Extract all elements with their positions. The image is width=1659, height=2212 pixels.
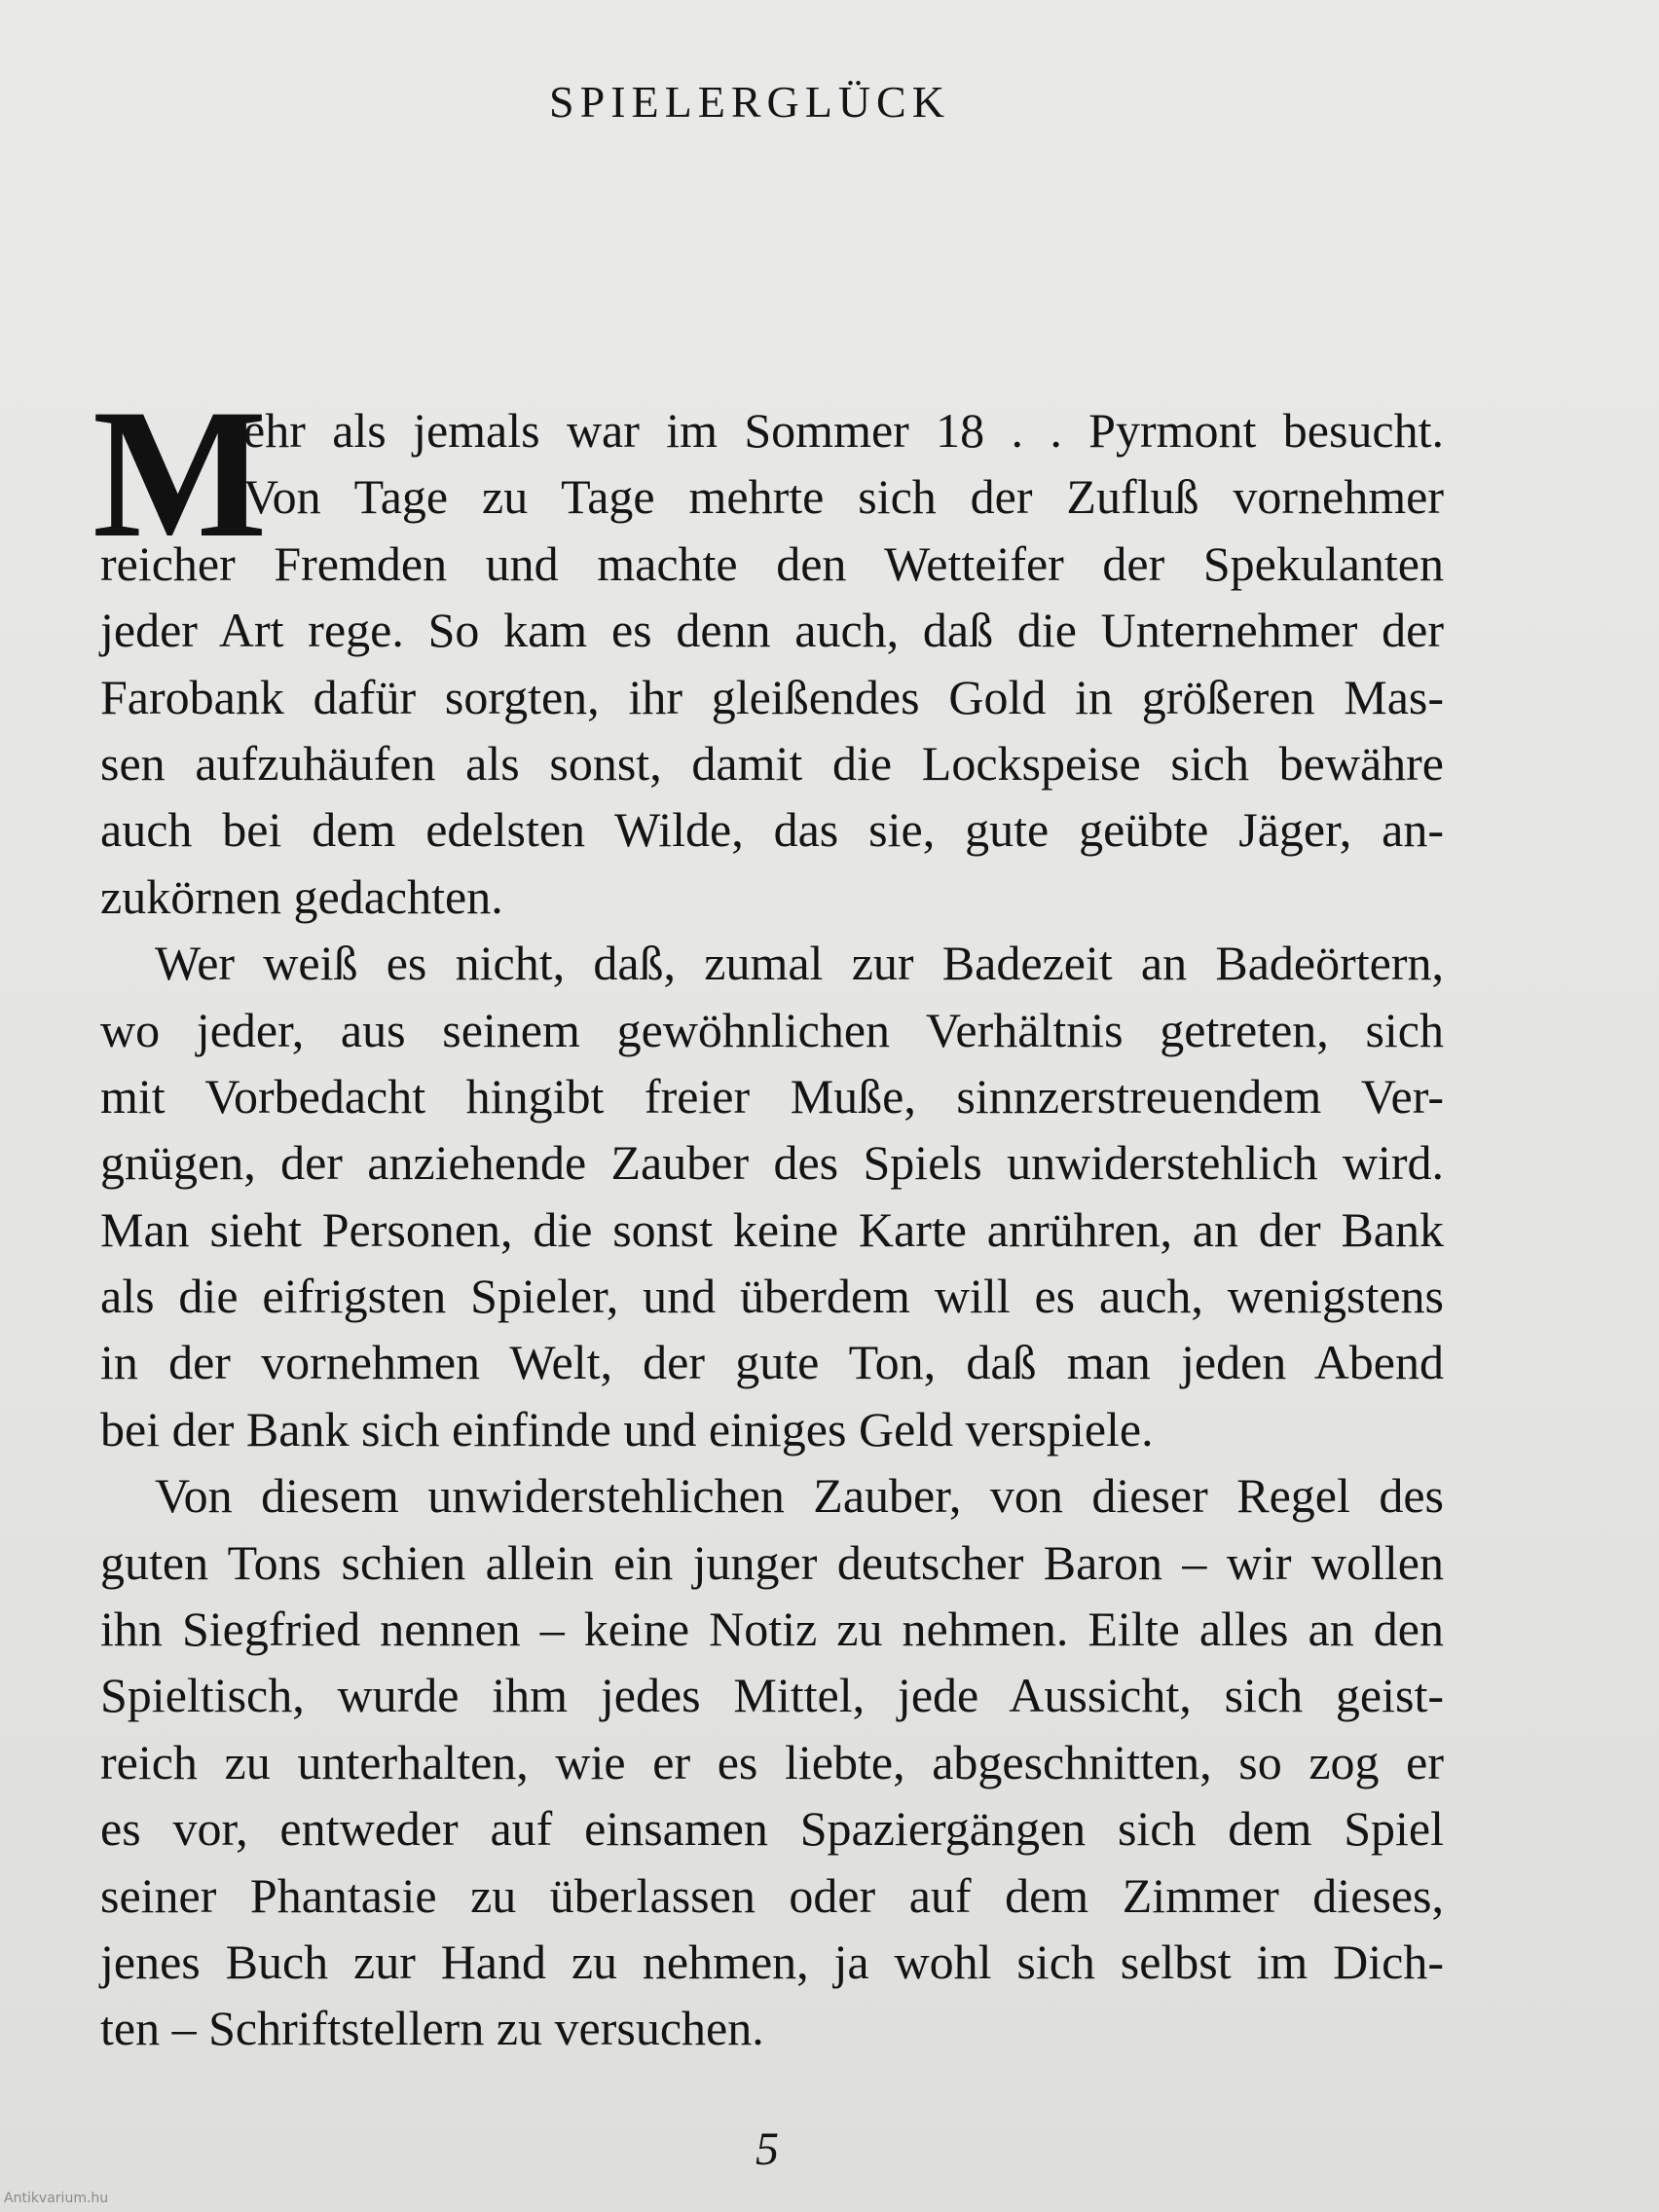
- text-line: Von diesem unwiderstehlichen Zauber, von dieser Regel des: [155, 1468, 1444, 1524]
- body-text: [92, 372, 1444, 2062]
- text-line: guten Tons schien allein ein junger deutscher Baron – wir wollen: [100, 1534, 1444, 1590]
- text-line: Man sieht Personen, die sonst keine Karte anrühren, an der Bank: [100, 1201, 1444, 1257]
- text-line: zukörnen gedachten.: [100, 868, 503, 924]
- paragraph-1: [100, 397, 1444, 930]
- text-line: auch bei dem edelsten Wilde, das sie, gute geübte Jäger, an-: [100, 802, 1444, 858]
- watermark: Antikvarium.hu: [4, 2191, 109, 2206]
- text-line: reicher Fremden und machte den Wetteifer der Spekulanten: [100, 535, 1444, 591]
- page-number: 5: [756, 2123, 779, 2175]
- text-line: als die eifrigsten Spieler, und überdem will es auch, wenigstens: [100, 1269, 1444, 1324]
- text-line: reich zu unterhalten, wie er es liebte, abgeschnitten, so zog er: [100, 1734, 1444, 1789]
- text-line: gnügen, der anziehende Zauber des Spiels unwiderstehlich wird.: [100, 1135, 1444, 1191]
- text-line: es vor, entweder auf einsamen Spaziergängen sich dem Spiel: [100, 1801, 1444, 1857]
- text-line: jeder Art rege. So kam es denn auch, daß die Unternehmer der: [100, 603, 1444, 658]
- text-line: ten – Schriftstellern zu versuchen.: [100, 2001, 764, 2056]
- text-line: Spieltisch, wurde ihm jedes Mittel, jede Aussicht, sich geist-: [100, 1668, 1444, 1723]
- chapter-title: SPIELERGLÜCK: [549, 77, 950, 127]
- text-line: bei der Bank sich einfinde und einiges Geld verspiele.: [100, 1401, 1154, 1456]
- text-line: wo jeder, aus seinem gewöhnlichen Verhältnis getreten, sich: [100, 1002, 1444, 1057]
- text-line: seiner Phantasie zu überlassen oder auf dem Zimmer dieses,: [100, 1867, 1444, 1923]
- text-line: Von Tage zu Tage mehrte sich der Zufluß vornehmer: [243, 469, 1444, 525]
- text-line: in der vornehmen Welt, der gute Ton, daß man jeden Abend: [100, 1335, 1444, 1390]
- text-line: Wer weiß es nicht, daß, zumal zur Badezeit an Badeörtern,: [155, 936, 1444, 991]
- text-line: mit Vorbedacht hingibt freier Muße, sinnzerstreuendem Ver-: [100, 1068, 1444, 1124]
- drop-cap: M: [92, 372, 268, 576]
- paragraph-3: [100, 1462, 1444, 2062]
- text-line: Farobank dafür sorgten, ihr gleißendes Gold in größeren Mas-: [100, 669, 1444, 724]
- text-line: ehr als jemals war im Sommer 18 . . Pyrmont besucht.: [243, 403, 1444, 458]
- paragraph-2: [100, 930, 1444, 1462]
- text-line: jenes Buch zur Hand zu nehmen, ja wohl sich selbst im Dich-: [100, 1934, 1444, 1989]
- text-line: sen aufzuhäufen als sonst, damit die Lockspeise sich bewähre: [100, 735, 1444, 791]
- text-line: ihn Siegfried nennen – keine Notiz zu nehmen. Eilte alles an den: [100, 1602, 1444, 1657]
